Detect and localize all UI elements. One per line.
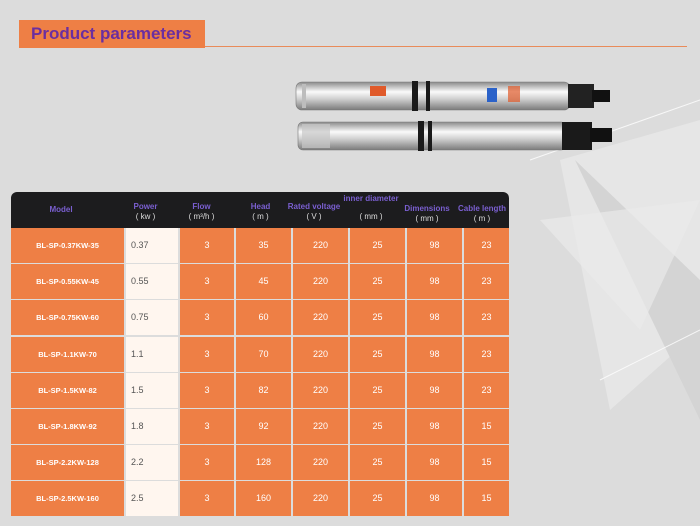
inner-diameter-cell: 25	[350, 228, 405, 263]
flow-cell: 3	[180, 481, 234, 516]
table-row	[11, 373, 509, 409]
model-cell: BL-SP-0.37KW-35	[11, 228, 124, 263]
cable-length-cell: 23	[464, 228, 509, 263]
power-cell: 0.55	[126, 264, 178, 299]
column-header-dimensions: Dimensions ( mm )	[404, 204, 450, 223]
parameters-table	[11, 192, 509, 518]
title-divider	[205, 46, 687, 47]
cable-length-cell: 23	[464, 373, 509, 408]
cable-length-cell: 15	[464, 409, 509, 444]
inner-diameter-cell: 25	[350, 264, 405, 299]
voltage-cell: 220	[293, 409, 348, 444]
voltage-cell: 220	[293, 300, 348, 335]
flow-cell: 3	[180, 445, 234, 480]
column-header-inner-diameter: inner diameter ( mm )	[343, 194, 399, 221]
cable-length-cell: 15	[464, 481, 509, 516]
column-header-head: Head ( m )	[250, 202, 271, 221]
table-header	[11, 192, 509, 228]
dimensions-cell: 98	[407, 373, 462, 408]
power-cell: 1.1	[126, 337, 178, 372]
inner-diameter-cell: 25	[350, 445, 405, 480]
head-cell: 70	[236, 337, 291, 372]
inner-diameter-cell: 25	[350, 337, 405, 372]
flow-cell: 3	[180, 300, 234, 335]
inner-diameter-cell: 25	[350, 409, 405, 444]
power-cell: 1.8	[126, 409, 178, 444]
inner-diameter-cell: 25	[350, 373, 405, 408]
column-header-flow: Flow ( m³/h )	[188, 202, 215, 221]
column-header-rated-voltage: Rated voltage ( V )	[287, 202, 341, 221]
dimensions-cell: 98	[407, 228, 462, 263]
pump-image	[292, 76, 622, 116]
table-row	[11, 481, 509, 517]
table-row	[11, 228, 509, 264]
head-cell: 160	[236, 481, 291, 516]
page-title: Product parameters	[19, 20, 205, 48]
model-cell: BL-SP-2.5KW-160	[11, 481, 124, 516]
head-cell: 45	[236, 264, 291, 299]
dimensions-cell: 98	[407, 300, 462, 335]
table-row	[11, 337, 509, 373]
inner-diameter-cell: 25	[350, 300, 405, 335]
model-cell: BL-SP-1.1KW-70	[11, 337, 124, 372]
cable-length-cell: 23	[464, 337, 509, 372]
power-cell: 2.5	[126, 481, 178, 516]
flow-cell: 3	[180, 409, 234, 444]
model-cell: BL-SP-0.55KW-45	[11, 264, 124, 299]
flow-cell: 3	[180, 373, 234, 408]
power-cell: 0.75	[126, 300, 178, 335]
power-cell: 1.5	[126, 373, 178, 408]
model-cell: BL-SP-1.8KW-92	[11, 409, 124, 444]
table-row	[11, 445, 509, 481]
head-cell: 92	[236, 409, 291, 444]
table-row	[11, 409, 509, 445]
voltage-cell: 220	[293, 264, 348, 299]
cable-length-cell: 23	[464, 264, 509, 299]
pump-image	[294, 118, 624, 154]
head-cell: 128	[236, 445, 291, 480]
power-cell: 0.37	[126, 228, 178, 263]
dimensions-cell: 98	[407, 445, 462, 480]
flow-cell: 3	[180, 337, 234, 372]
voltage-cell: 220	[293, 337, 348, 372]
column-header-model: Model	[49, 205, 73, 214]
head-cell: 60	[236, 300, 291, 335]
column-header-cable-length: Cable length ( m )	[457, 204, 506, 223]
flow-cell: 3	[180, 264, 234, 299]
voltage-cell: 220	[293, 228, 348, 263]
cable-length-cell: 23	[464, 300, 509, 335]
table-row	[11, 300, 509, 336]
model-cell: BL-SP-2.2KW-128	[11, 445, 124, 480]
head-cell: 35	[236, 228, 291, 263]
voltage-cell: 220	[293, 481, 348, 516]
table-row	[11, 264, 509, 300]
dimensions-cell: 98	[407, 409, 462, 444]
model-cell: BL-SP-0.75KW-60	[11, 300, 124, 335]
model-cell: BL-SP-1.5KW-82	[11, 373, 124, 408]
dimensions-cell: 98	[407, 337, 462, 372]
cable-length-cell: 15	[464, 445, 509, 480]
voltage-cell: 220	[293, 445, 348, 480]
dimensions-cell: 98	[407, 264, 462, 299]
power-cell: 2.2	[126, 445, 178, 480]
column-header-power: Power ( kw )	[133, 202, 158, 221]
flow-cell: 3	[180, 228, 234, 263]
dimensions-cell: 98	[407, 481, 462, 516]
voltage-cell: 220	[293, 373, 348, 408]
inner-diameter-cell: 25	[350, 481, 405, 516]
head-cell: 82	[236, 373, 291, 408]
